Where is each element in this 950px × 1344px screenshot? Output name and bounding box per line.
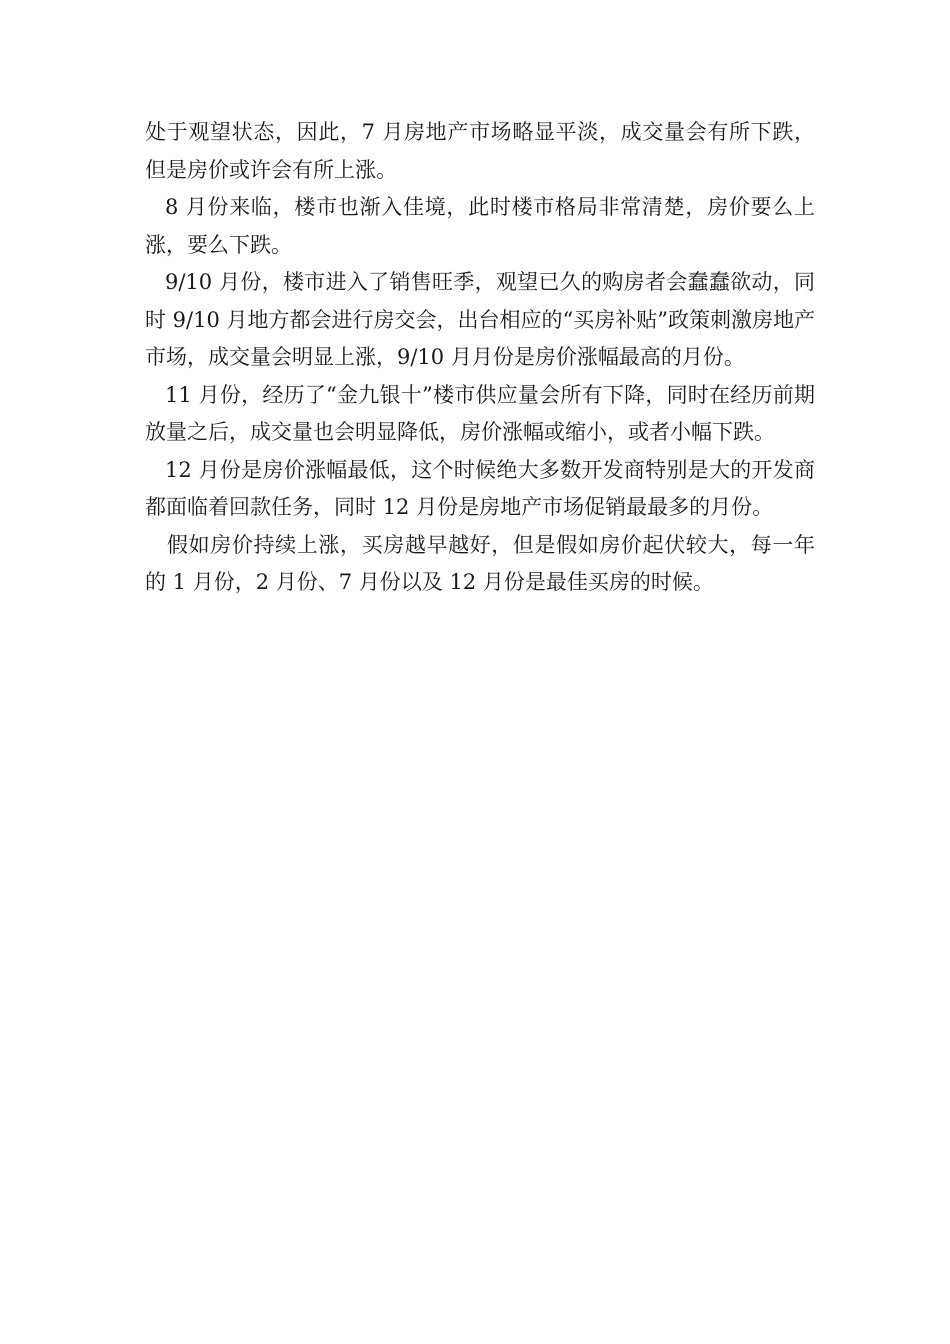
- paragraph-conclusion: 假如房价持续上涨，买房越早越好，但是假如房价起伏较大，每一年的 1 月份，2 月份、7 月份以及 12 月份是最佳买房的时候。: [145, 532, 815, 594]
- paragraph-september-october: 9/10 月份，楼市进入了销售旺季，观望已久的购房者会蠢蠢欲动，同时 9/10 月地方都会进行房交会，出台相应的“买房补贴”政策刺激房地产市场，成交量会明显上涨，9/10 月月份是房价涨幅最高的月份。: [145, 270, 815, 369]
- paragraph-december: 12 月份是房价涨幅最低，这个时候绝大多数开发商特别是大的开发商都面临着回款任务，同时 12 月份是房地产市场促销最最多的月份。: [145, 457, 815, 519]
- paragraph-july: 处于观望状态，因此，7 月房地产市场略显平淡，成交量会有所下跌，但是房价或许会有所上涨。: [145, 120, 815, 182]
- paragraph-august: 8 月份来临，楼市也渐入佳境，此时楼市格局非常清楚，房价要么上涨，要么下跌。: [145, 195, 815, 257]
- paragraph-november: 11 月份，经历了“金九银十”楼市供应量会所有下降，同时在经历前期放量之后，成交量也会明显降低，房价涨幅或缩小，或者小幅下跌。: [145, 382, 815, 444]
- document-body: [145, 114, 815, 602]
